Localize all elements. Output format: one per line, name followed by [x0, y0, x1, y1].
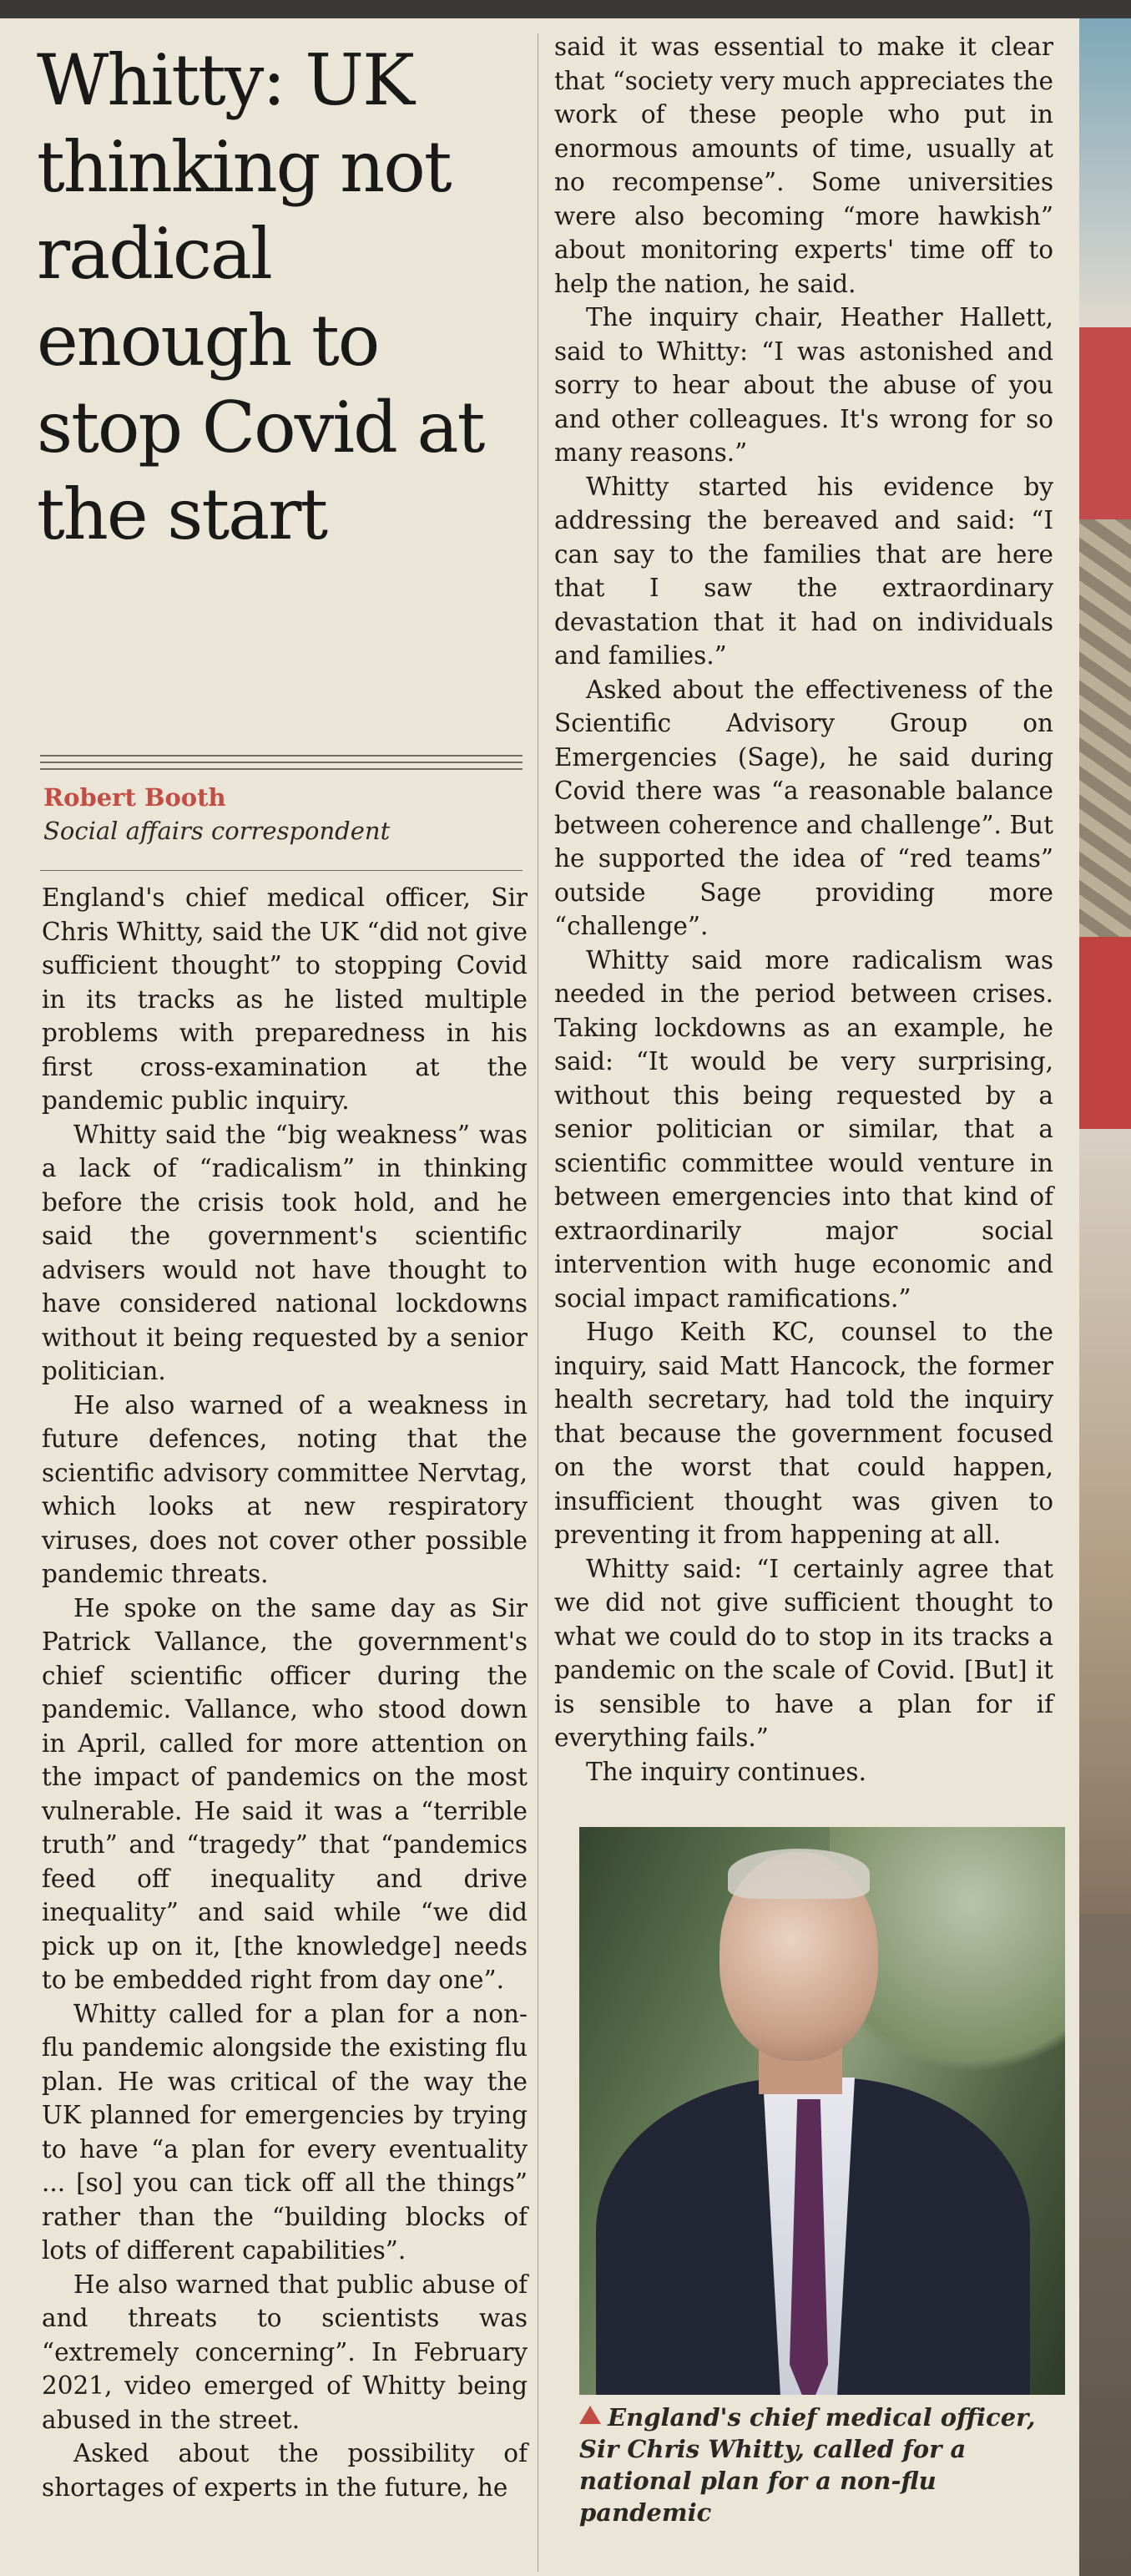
byline-role: Social affairs correspondent	[43, 817, 391, 845]
byline-rule-top-3	[40, 768, 523, 770]
paragraph: Whitty called for a plan for a non-flu pandemic alongside the existing flu plan. He was critical of the way the UK planned for emergencies by trying to have “a plan for every eventuality ... [so] you can tick off all the things” rather than the “building blocks of lots of different capabilities”.	[42, 1999, 528, 2265]
paragraph: Whitty said: “I certainly agree that we did not give sufficient thought to what we could do to stop in its tracks a pandemic on the scale of Covid. [But] it is sensible to have a plan for if everything fails.”	[554, 1554, 1053, 1752]
paragraph: Asked about the possibility of shortages of experts in the future, he	[42, 2439, 528, 2502]
paragraph: The inquiry continues.	[586, 1757, 866, 1786]
byline-author: Robert Booth	[43, 783, 226, 812]
adjacent-page-strip	[1079, 18, 1131, 2576]
paragraph: He also warned that public abuse of and threats to scientists was “extremely concerning”. In February 2021, video emerged of Whitty being abused in the street.	[42, 2270, 528, 2434]
article-column-1	[42, 881, 528, 2504]
byline-rule-top-2	[40, 762, 523, 763]
paragraph: Whitty said the “big weakness” was a lack of “radicalism” in thinking before the crisis took hold, and he said the government's scientific advisers would not have thought to have considered national lockdowns without it being requested by a senior politician.	[42, 1120, 528, 1385]
article-column-2	[554, 30, 1053, 1789]
portrait-photo	[579, 1827, 1065, 2395]
headline: Whitty: UK thinking not radical enough to stop Covid at the start	[37, 39, 484, 555]
paragraph: Asked about the effectiveness of the Scientific Advisory Group on Emergencies (Sage), he said during Covid there was “a reasonable balance between coherence and challenge”. But he supported the idea of “red teams” outside Sage providing more “challenge”.	[554, 675, 1053, 940]
caption-triangle-icon	[579, 2406, 601, 2424]
paragraph: England's chief medical officer, Sir Chris Whitty, said the UK “did not give sufficient thought” to stopping Covid in its tracks as he listed multiple problems with preparedness in his first cross-examination at the pandemic public inquiry.	[42, 883, 528, 1115]
paragraph: Whitty said more radicalism was needed in the period between crises. Taking lockdowns as an example, he said: “It would be very surprising, without this being requested by a senior politician or similar, that a scientific committee would venture in between emergencies into that kind of extraordinarily major social intervention with huge economic and social impact ramifications.”	[554, 945, 1053, 1313]
byline-rule-top	[40, 755, 523, 757]
scan-top-edge	[0, 0, 1131, 18]
paragraph: He spoke on the same day as Sir Patrick Vallance, the government's chief scientific officer during the pandemic. Vallance, who stood down in April, called for more attention on the impact of pandemics on the most vulnerable. He said it was a “terrible truth” and “tragedy” that “pandemics feed off inequality and drive inequality” and said while “we did pick up on it, [the knowledge] needs to be embedded right from day one”.	[42, 1593, 528, 1994]
photo-caption	[579, 2401, 1063, 2528]
paragraph: Hugo Keith KC, counsel to the inquiry, said Matt Hancock, the former health secretary, had told the inquiry that because the government focused on the worst that could happen, insufficient thought was given to preventing it from happening at all.	[554, 1318, 1053, 1549]
paragraph: He also warned of a weakness in future defences, noting that the scientific advisory committee Nervtag, which looks at new respiratory viruses, does not cover other possible pandemic threats.	[42, 1390, 528, 1588]
byline-rule-bottom	[40, 870, 523, 871]
paragraph: The inquiry chair, Heather Hallett, said to Whitty: “I was astonished and sorry to hear about the abuse of you and other colleagues. It's wrong for so many reasons.”	[554, 303, 1053, 467]
paragraph: said it was essential to make it clear that “society very much appreciates the work of these people who put in enormous amounts of time, usually at no recompense”. Some universities were also becoming “more hawkish” about monitoring experts' time off to help the nation, he said.	[554, 33, 1053, 298]
caption-text: England's chief medical officer, Sir Chris Whitty, called for a national plan for a non-flu pandemic	[579, 2403, 1036, 2527]
paragraph: Whitty started his evidence by addressing the bereaved and said: “I can say to the families that are here that I saw the extraordinary devastation that it had on individuals and families.”	[554, 472, 1053, 670]
